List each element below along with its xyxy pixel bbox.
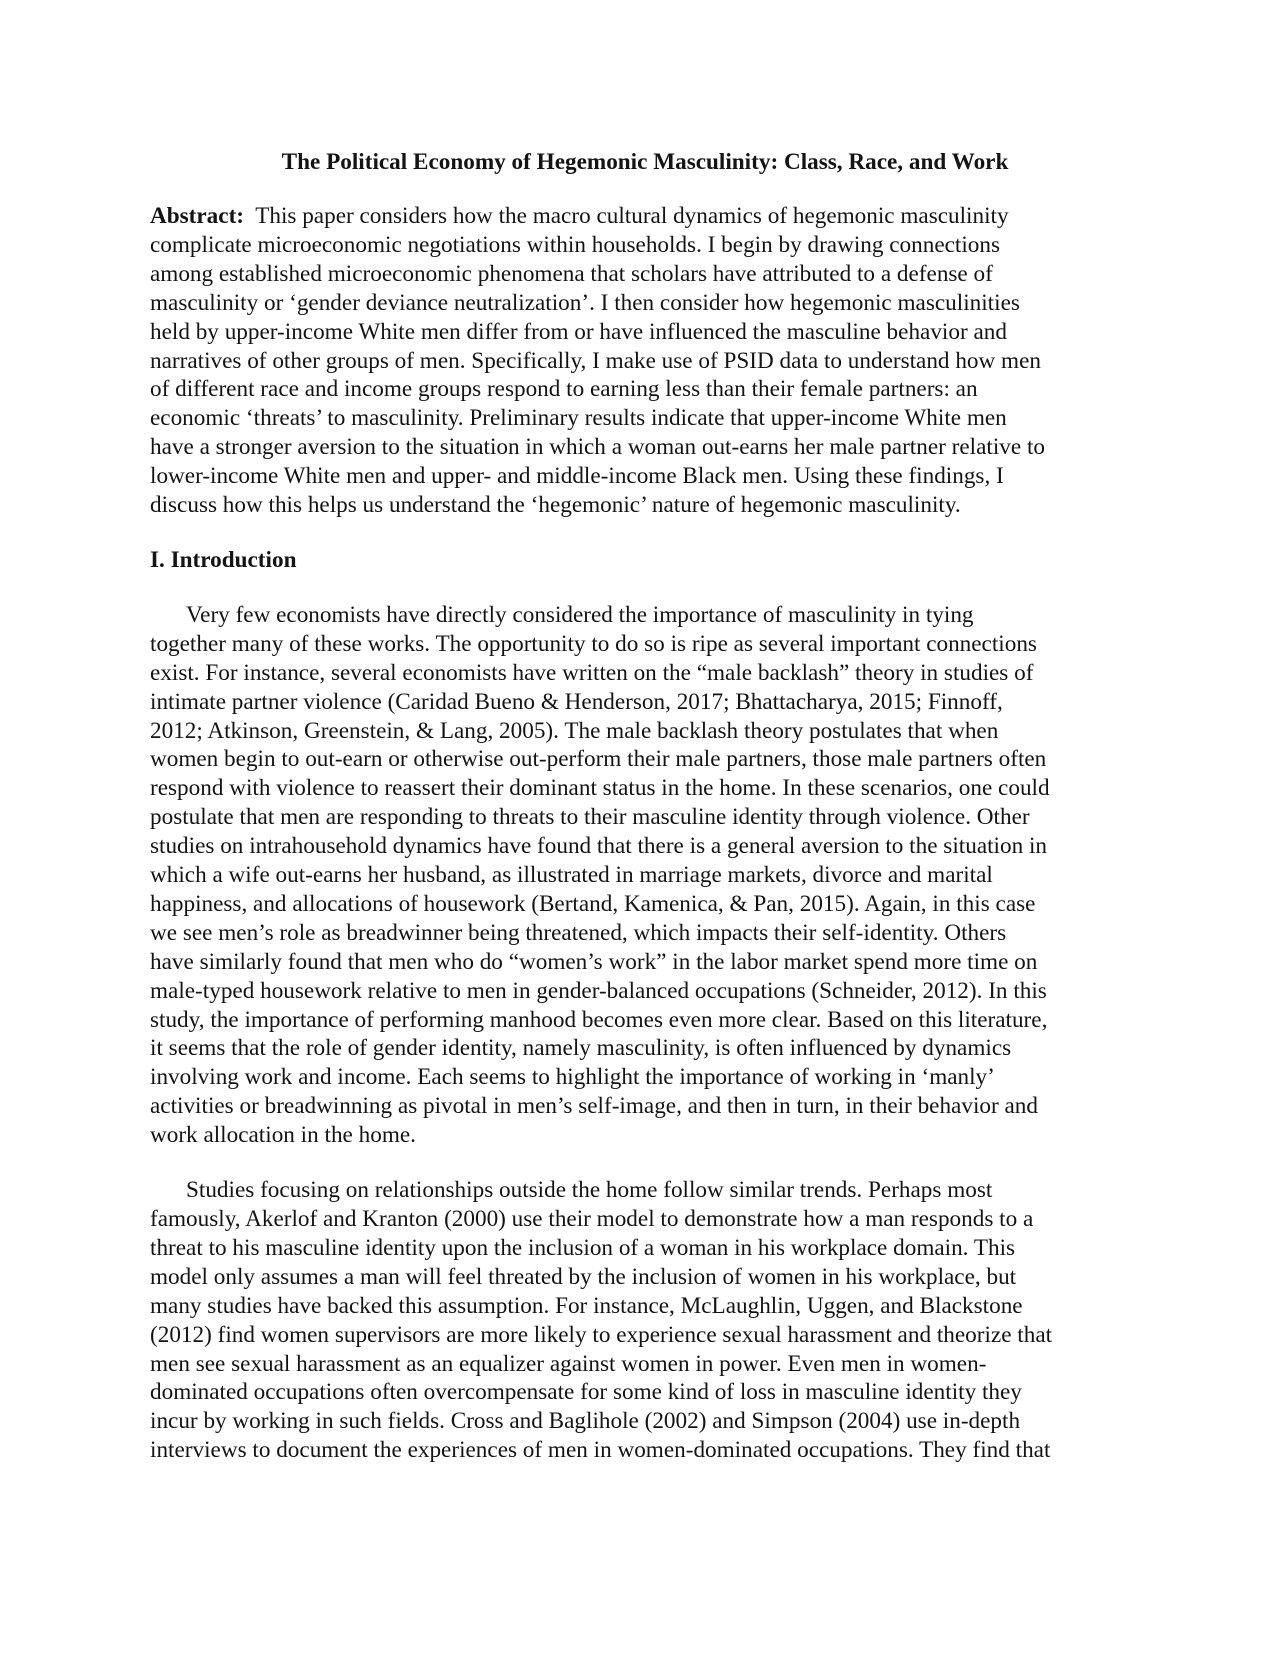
abstract-line: held by upper-income White men differ from or have influenced the masculine behavior and — [150, 318, 1007, 345]
abstract-line: discuss how this helps us understand the ‘hegemonic’ nature of hegemonic masculinity. — [150, 492, 961, 519]
paper-page — [150, 148, 1132, 1491]
abstract-line: lower-income White men and upper- and middle-income Black men. Using these findings, I — [150, 463, 1004, 490]
paragraph-line: interviews to document the experiences of men in women-dominated occupations. They find that — [150, 1437, 1051, 1464]
paragraph-line: Studies focusing on relationships outside the home follow similar trends. Perhaps most — [186, 1177, 993, 1204]
paragraph-line: which a wife out-earns her husband, as illustrated in marriage markets, divorce and marital — [150, 862, 993, 889]
paragraph — [150, 601, 1132, 1150]
paragraph — [150, 1176, 1132, 1465]
paragraph-line: it seems that the role of gender identity, namely masculinity, is often influenced by dynamics — [150, 1035, 1012, 1062]
abstract-line: among established microeconomic phenomena that scholars have attributed to a defense of — [150, 260, 993, 287]
abstract-text: This paper considers how the macro cultural dynamics of hegemonic masculinity — [244, 203, 1009, 229]
paragraph-line: 2012; Atkinson, Greenstein, & Lang, 2005). The male backlash theory postulates that when — [150, 717, 999, 744]
abstract-line: masculinity or ‘gender deviance neutralization’. I then consider how hegemonic masculinities — [150, 289, 1020, 316]
paragraph-line: together many of these works. The opportunity to do so is ripe as several important connections — [150, 630, 1037, 657]
abstract-label: Abstract: — [150, 203, 245, 229]
paragraph-line: model only assumes a man will feel threated by the inclusion of women in his workplace, but — [150, 1263, 1017, 1290]
paragraph-line: male-typed housework relative to men in gender-balanced occupations (Schneider, 2012). In this — [150, 977, 1047, 1004]
paragraph-line: many studies have backed this assumption. For instance, McLaughlin, Uggen, and Blackstone — [150, 1292, 1023, 1319]
paragraph-line: dominated occupations often overcompensate for some kind of loss in masculine identity they — [150, 1379, 1022, 1406]
abstract-line: of different race and income groups respond to earning less than their female partners: an — [150, 376, 978, 403]
paragraph-line: postulate that men are responding to threats to their masculine identity through violence. Other — [150, 804, 1030, 831]
paragraph-line: work allocation in the home. — [150, 1122, 416, 1149]
paragraph-line: men see sexual harassment as an equalizer against women in power. Even men in women- — [150, 1350, 987, 1377]
paper-title: The Political Economy of Hegemonic Masculinity: Class, Race, and Work — [281, 149, 1009, 175]
paragraph-line: women begin to out-earn or otherwise out-perform their male partners, those male partners often — [150, 746, 1047, 773]
paragraph-line: threat to his masculine identity upon the inclusion of a woman in his workplace domain. This — [150, 1234, 1016, 1261]
abstract-line: narratives of other groups of men. Specifically, I make use of PSID data to understand how men — [150, 347, 1041, 374]
abstract-line: complicate microeconomic negotiations within households. I begin by drawing connections — [150, 231, 1001, 258]
abstract — [150, 202, 1132, 520]
section-heading: I. Introduction — [150, 546, 297, 573]
paragraph-line: studies on intrahousehold dynamics have found that there is a general aversion to the situation in — [150, 833, 1048, 860]
paragraph-line: have similarly found that men who do “women’s work” in the labor market spend more time on — [150, 948, 1038, 975]
paragraph-line: happiness, and allocations of housework (Bertand, Kamenica, & Pan, 2015). Again, in this case — [150, 890, 1036, 917]
paragraph-line: Very few economists have directly considered the importance of masculinity in tying — [186, 601, 974, 628]
paragraph-line: intimate partner violence (Caridad Bueno & Henderson, 2017; Bhattacharya, 2015; Finnoff, — [150, 688, 1003, 715]
paragraph-line: study, the importance of performing manhood becomes even more clear. Based on this literature, — [150, 1006, 1048, 1033]
abstract-line: economic ‘threats’ to masculinity. Preliminary results indicate that upper-income White men — [150, 405, 1007, 432]
paragraph-line: exist. For instance, several economists have written on the “male backlash” theory in studies of — [150, 659, 1034, 686]
paragraph-line: (2012) find women supervisors are more likely to experience sexual harassment and theorize that — [150, 1321, 1053, 1348]
abstract-line — [150, 202, 1132, 231]
paragraph-line: activities or breadwinning as pivotal in men’s self-image, and then in turn, in their behavior and — [150, 1093, 1038, 1120]
abstract-line: have a stronger aversion to the situation in which a woman out-earns her male partner relative to — [150, 434, 1045, 461]
paragraph-line: famously, Akerlof and Kranton (2000) use their model to demonstrate how a man responds to a — [150, 1206, 1034, 1232]
paragraph-line: respond with violence to reassert their dominant status in the home. In these scenarios, one could — [150, 775, 1050, 802]
paragraph-line: incur by working in such fields. Cross and Baglihole (2002) and Simpson (2004) use in-depth — [150, 1408, 1021, 1435]
paragraph-line: we see men’s role as breadwinner being threatened, which impacts their self-identity. Others — [150, 919, 1007, 946]
paragraph-line: involving work and income. Each seems to highlight the importance of working in ‘manly’ — [150, 1064, 995, 1091]
